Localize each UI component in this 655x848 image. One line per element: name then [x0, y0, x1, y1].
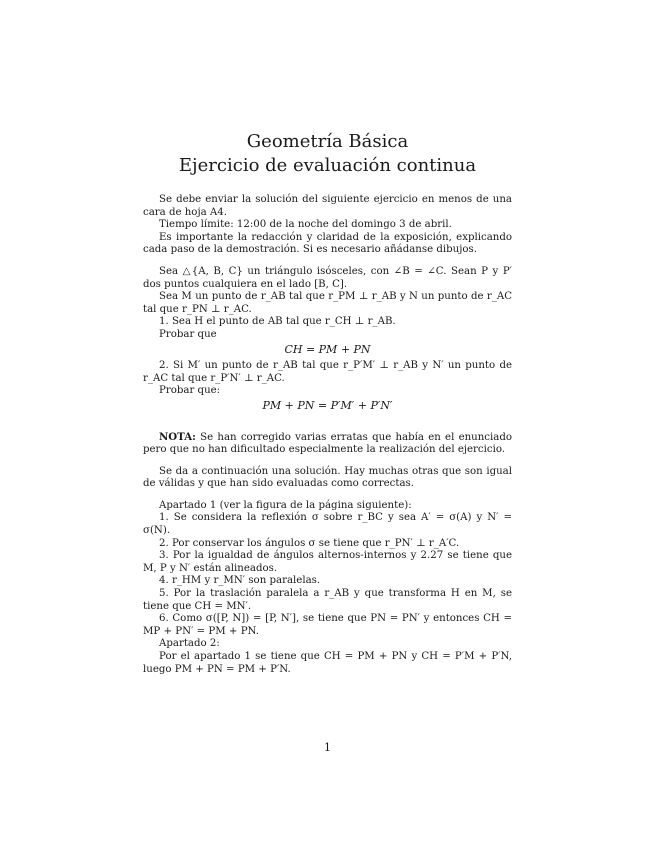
solution-line-7: 6. Como σ([P, N]) = [P, N′], se tiene que PN = PN′ y entonces CH = MP + PN′ = PM + PN. — [143, 613, 512, 637]
equation-1: CH = PM + PN — [284, 342, 371, 356]
problem-statement-1: Sea △{A, B, C} un triángulo isósceles, con ∠B = ∠C. Sean P y P′ dos puntos cualquiera en el lado [B, C]. — [143, 265, 512, 290]
solution-intro: Se da a continuación una solución. Hay muchas otras que son igual de válidas y que han sido evaluadas como correctas. — [143, 465, 512, 490]
solution-line-9: Por el apartado 1 se tiene que CH = PM + PN y CH = P′M + P′N, luego PM + PN = PM + P′N. — [143, 651, 512, 675]
solution-line-4: 3. Por la igualdad de ángulos alternos-internos y 2.27 se tiene que M, P y N′ están alineados. — [143, 550, 512, 574]
document-body — [143, 194, 512, 676]
problem-prove-2: Probar que: — [159, 385, 221, 397]
document-subtitle: Ejercicio de evaluación continua — [178, 155, 477, 176]
note-label: NOTA: — [159, 430, 196, 443]
page-number: 1 — [324, 741, 331, 754]
solution-line-5: 4. r_HM y r_MN′ son paralelas. — [159, 575, 321, 587]
equation-2: PM + PN = P′M′ + P′N′ — [262, 398, 393, 412]
solution-line-1: Apartado 1 (ver la figura de la página siguiente): — [159, 499, 412, 511]
problem-prove-1: Probar que — [159, 328, 217, 340]
problem-part-1: 1. Sea H el punto de AB tal que r_CH ⊥ r_AB. — [159, 316, 396, 328]
problem-statement-2: Sea M un punto de r_AB tal que r_PM ⊥ r_AB y N un punto de r_AC tal que r_PN ⊥ r_AC. — [143, 291, 512, 315]
solution-line-6: 5. Por la traslación paralela a r_AB y que transforma H en M, se tiene que CH = MN′. — [143, 588, 512, 612]
problem-part-2: 2. Si M′ un punto de r_AB tal que r_P′M′ ⊥ r_AB y N′ un punto de r_AC tal que r_P′N′ ⊥ r_AC. — [143, 360, 512, 384]
solution-line-8: Apartado 2: — [159, 638, 220, 650]
solution-line-2: 1. Se considera la reflexión σ sobre r_BC y sea A′ = σ(A) y N′ = σ(N). — [143, 512, 512, 537]
intro-paragraph-3: Es importante la redacción y claridad de la exposición, explicando cada paso de la demostración. Si es necesario añádanse dibujos. — [143, 231, 512, 256]
note-text: Se han corregido varias erratas que había en el enunciado pero que no han dificultado especialmente la realización del ejercicio. — [143, 431, 512, 456]
document-title: Geometría Básica — [246, 131, 409, 152]
solution-line-3: 2. Por conservar los ángulos σ se tiene que r_PN′ ⊥ r_A′C. — [159, 537, 460, 549]
intro-paragraph-1: Se debe enviar la solución del siguiente ejercicio en menos de una cara de hoja A4. — [143, 194, 512, 218]
note-paragraph — [143, 431, 512, 457]
intro-paragraph-2: Tiempo límite: 12:00 de la noche del domingo 3 de abril. — [159, 219, 452, 231]
